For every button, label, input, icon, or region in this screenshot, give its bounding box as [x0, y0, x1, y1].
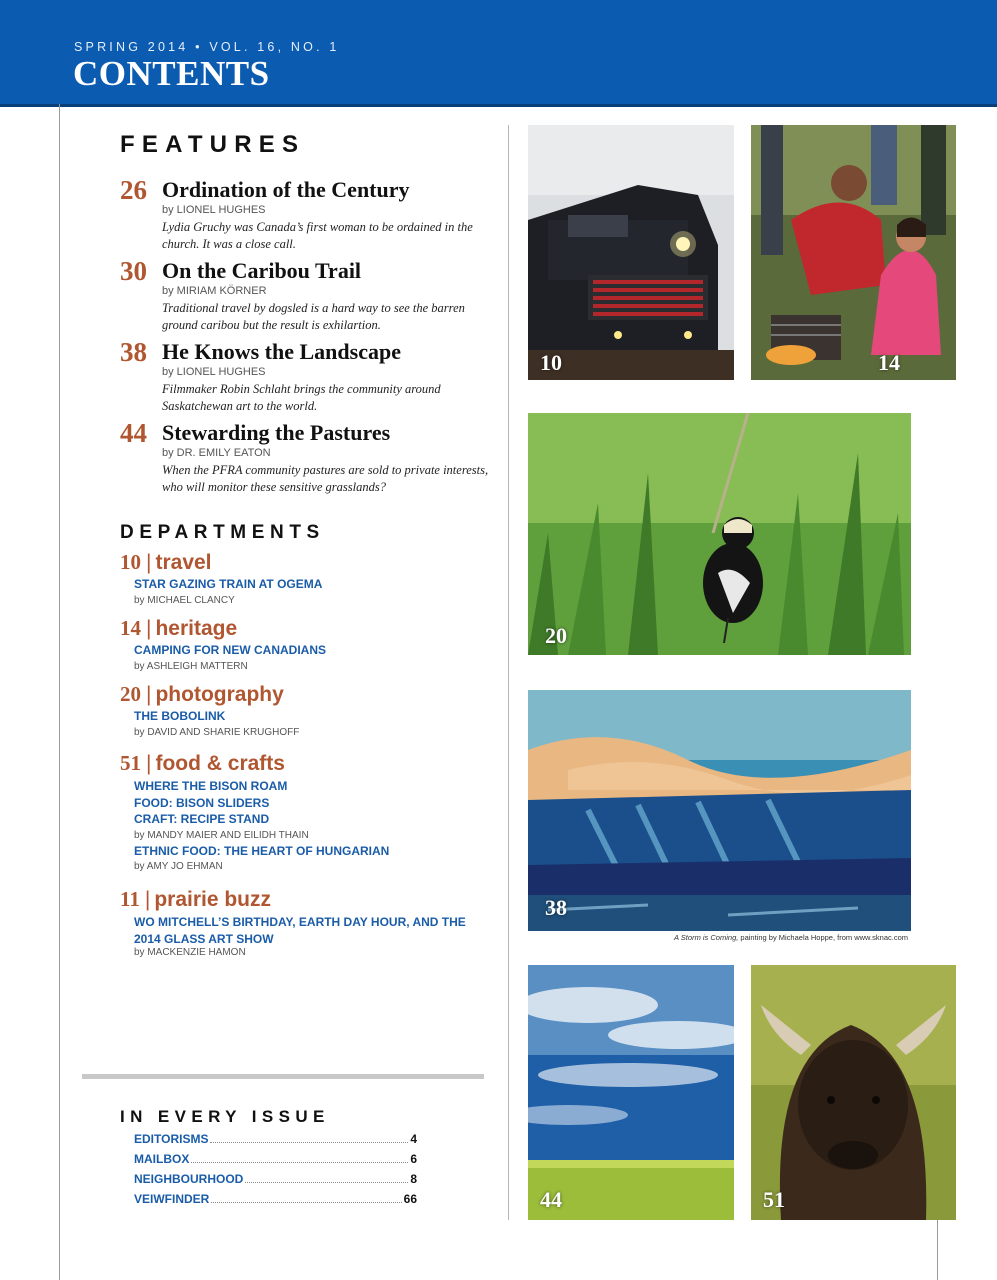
bison-photo[interactable]	[751, 965, 956, 1220]
department-category: heritage	[155, 617, 238, 640]
feature-description: Traditional travel by dogsled is a hard way to see the barren ground caribou but the result is exhilartion.	[162, 301, 465, 332]
feature-description: Lydia Gruchy was Canada’s first woman to be ordained in the church. It was a close call.	[162, 220, 473, 251]
department-item[interactable]	[120, 887, 500, 960]
feature-byline: by MIRIAM KÖRNER	[162, 285, 267, 297]
page-title: CONTENTS	[73, 54, 270, 93]
separator: |	[146, 617, 152, 640]
department-article[interactable]: FOOD: BISON SLIDERS	[134, 795, 270, 810]
photo-page-label: 44	[540, 1187, 562, 1212]
feature-title[interactable]: Ordination of the Century	[162, 177, 410, 202]
leader-dots	[191, 1162, 408, 1163]
photo-page-label: 20	[545, 623, 567, 648]
department-article[interactable]: CAMPING FOR NEW CANADIANS	[134, 643, 326, 657]
toc-name[interactable]: VEIWFINDER	[134, 1192, 210, 1206]
feature-page: 26	[120, 175, 147, 205]
separator: |	[146, 551, 152, 574]
department-category: food & crafts	[155, 752, 285, 775]
feature-title[interactable]: On the Caribou Trail	[162, 258, 362, 283]
department-article[interactable]: STAR GAZING TRAIN AT OGEMA	[134, 577, 323, 591]
department-byline: by MICHAEL CLANCY	[134, 594, 235, 606]
department-article[interactable]: THE BOBOLINK	[134, 709, 226, 723]
pasture-photo[interactable]	[528, 965, 734, 1220]
toc-page: 6	[410, 1152, 417, 1166]
feature-page: 44	[120, 418, 147, 448]
department-article[interactable]: CRAFT: RECIPE STAND	[134, 812, 270, 826]
department-header[interactable]	[120, 887, 500, 911]
feature-page: 38	[120, 337, 147, 367]
department-category: photography	[155, 683, 284, 706]
department-category: prairie buzz	[154, 888, 272, 911]
left-margin-rule	[59, 104, 60, 1280]
department-header[interactable]	[120, 751, 500, 775]
department-page: 11	[120, 887, 140, 911]
department-item[interactable]	[120, 550, 500, 608]
toc-page: 4	[410, 1132, 417, 1146]
toc-page: 8	[410, 1172, 417, 1186]
toc-row[interactable]	[134, 1191, 417, 1207]
bobolink-photo[interactable]	[528, 413, 911, 655]
leader-dots	[210, 1142, 408, 1143]
bobolink-illustration	[528, 413, 911, 655]
department-page: 14	[120, 616, 141, 640]
department-item[interactable]	[120, 616, 500, 674]
separator: |	[144, 888, 151, 911]
toc-name[interactable]: NEIGHBOURHOOD	[134, 1172, 244, 1186]
feature-title[interactable]: He Knows the Landscape	[162, 339, 401, 364]
feature-byline: by LIONEL HUGHES	[162, 366, 266, 378]
leader-dots	[245, 1182, 408, 1183]
issue-line: SPRING 2014 • VOL. 16, NO. 1	[74, 40, 340, 54]
feature-byline: by DR. EMILY EATON	[162, 447, 271, 459]
department-article[interactable]: WO MITCHELL’S BIRTHDAY, EARTH DAY HOUR, AND THE	[134, 915, 466, 929]
caption-title: A Storm is Coming,	[674, 933, 739, 942]
department-byline: by MANDY MAIER AND EILIDH THAIN	[134, 829, 309, 841]
features-heading: FEATURES	[120, 131, 306, 158]
department-page: 20	[120, 682, 141, 706]
department-article[interactable]: ETHNIC FOOD: THE HEART OF HUNGARIAN	[134, 843, 390, 858]
painting-caption	[560, 933, 908, 942]
feature-page: 30	[120, 256, 147, 286]
departments-heading: DEPARTMENTS	[120, 522, 325, 543]
department-item[interactable]	[120, 682, 500, 740]
toc-page: 66	[403, 1192, 417, 1206]
department-byline: by MACKENZIE HAMON	[134, 947, 246, 958]
toc-row[interactable]	[134, 1171, 417, 1187]
department-byline: by DAVID AND SHARIE KRUGHOFF	[134, 726, 300, 738]
caption-text: painting by Michaela Hoppe, from www.sknac.com	[738, 933, 908, 942]
photo-page-label: 38	[545, 895, 567, 920]
department-byline: by ASHLEIGH MATTERN	[134, 660, 248, 672]
department-page: 10	[120, 550, 141, 574]
photo-page-label: 10	[540, 350, 562, 375]
photo-page-label: 51	[763, 1187, 785, 1212]
department-byline: by AMY JO EHMAN	[134, 861, 223, 872]
department-header[interactable]	[120, 682, 500, 706]
department-article[interactable]: 2014 GLASS ART SHOW	[134, 931, 274, 946]
toc-row[interactable]	[134, 1131, 417, 1147]
pasture-illustration	[528, 965, 734, 1220]
department-article[interactable]: WHERE THE BISON ROAM	[134, 779, 288, 793]
train-illustration	[528, 125, 734, 380]
separator: |	[146, 752, 152, 775]
department-item[interactable]	[120, 751, 500, 874]
bison-illustration	[751, 965, 956, 1220]
feature-description: Filmmaker Robin Schlaht brings the community around Saskatchewan art to the world.	[162, 382, 441, 413]
department-category: travel	[155, 551, 212, 574]
section-divider	[82, 1074, 484, 1079]
column-divider	[508, 125, 509, 1220]
storm-painting	[528, 690, 911, 931]
camping-illustration	[751, 125, 956, 380]
feature-title[interactable]: Stewarding the Pastures	[162, 420, 391, 445]
department-header[interactable]	[120, 616, 500, 640]
toc-name[interactable]: MAILBOX	[134, 1152, 190, 1166]
toc-row[interactable]	[134, 1151, 417, 1167]
department-header[interactable]	[120, 550, 500, 574]
department-page: 51	[120, 751, 141, 775]
toc-name[interactable]: EDITORISMS	[134, 1132, 209, 1146]
header-banner	[0, 0, 997, 107]
train-photo[interactable]	[528, 125, 734, 380]
leader-dots	[211, 1202, 401, 1203]
every-issue-heading: IN EVERY ISSUE	[120, 1107, 330, 1126]
feature-byline: by LIONEL HUGHES	[162, 204, 266, 216]
feature-description: When the PFRA community pastures are sold to private interests, who will monitor these sensitive grasslands?	[162, 463, 489, 494]
camping-photo[interactable]	[751, 125, 956, 380]
painting-photo[interactable]	[528, 690, 911, 931]
photo-page-label: 14	[878, 350, 900, 375]
separator: |	[146, 683, 152, 706]
